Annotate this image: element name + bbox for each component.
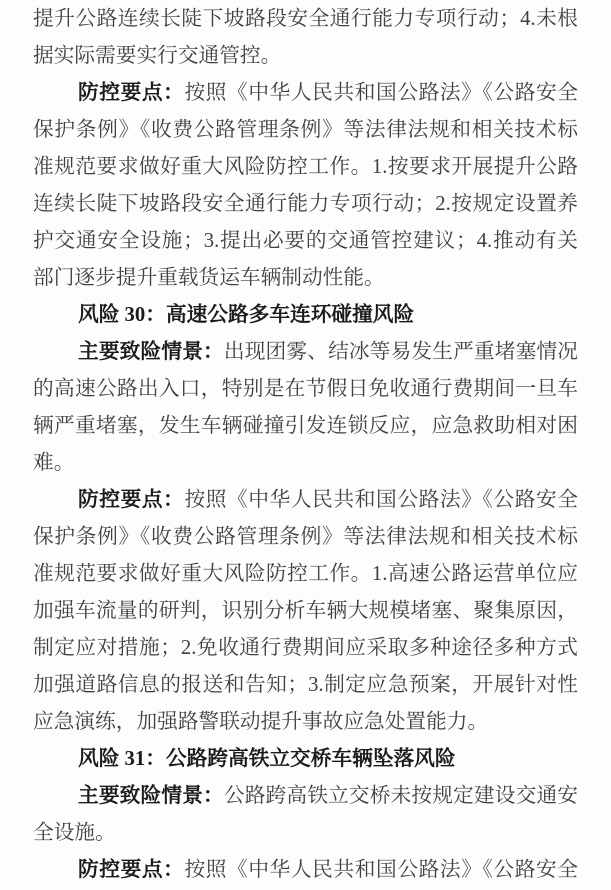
text-line — [33, 593, 578, 630]
text-segment: 按照《中华人民共和国公路法》《公路安全 — [184, 859, 578, 881]
bold-text-segment: 防控要点： — [78, 489, 185, 511]
text-segment: 辆严重堵塞，发生车辆碰撞引发连锁反应，应急救助相对困 — [33, 415, 578, 437]
text-line — [33, 667, 578, 704]
text-segment: 全设施。 — [33, 822, 116, 844]
text-segment: 按照《中华人民共和国公路法》《公路安全 — [184, 489, 578, 511]
text-line — [33, 741, 578, 778]
text-line — [33, 445, 578, 482]
text-segment: 出现团雾、结冰等易发生严重堵塞情况 — [223, 341, 578, 363]
text-line — [33, 630, 578, 667]
text-segment: 准规范要求做好重大风险防控工作。1.高速公路运营单位应 — [33, 563, 578, 585]
bold-text-segment: 主要致险情景： — [78, 341, 224, 363]
text-line — [33, 704, 578, 741]
text-segment: 加强车流量的研判，识别分析车辆大规模堵塞、聚集原因， — [33, 600, 578, 622]
text-line — [33, 408, 578, 445]
text-line — [33, 223, 578, 260]
text-segment: 公路跨高铁立交桥未按规定建设交通安 — [223, 785, 578, 807]
text-line — [33, 186, 578, 223]
text-line — [33, 75, 578, 112]
text-segment: 护交通安全设施；3.提出必要的交通管控建议；4.推动有关 — [33, 230, 578, 252]
bold-text-segment: 主要致险情景： — [78, 785, 224, 807]
text-line — [33, 556, 578, 593]
text-line — [33, 334, 578, 371]
text-line — [33, 38, 578, 75]
text-line — [33, 297, 578, 334]
text-segment: 加强道路信息的报送和告知；3.制定应急预案，开展针对性 — [33, 674, 578, 696]
text-line — [33, 1, 578, 38]
text-segment: 部门逐步提升重载货运车辆制动性能。 — [33, 267, 385, 289]
bold-text-segment: 风险 30：高速公路多车连环碰撞风险 — [78, 304, 415, 326]
text-line — [33, 519, 578, 556]
text-line — [33, 149, 578, 186]
text-segment: 应急演练，加强路警联动提升事故应急处置能力。 — [33, 711, 489, 733]
text-segment: 提升公路连续长陡下坡路段安全通行能力专项行动；4.未根 — [33, 8, 578, 30]
bold-text-segment: 防控要点： — [78, 82, 185, 104]
text-segment: 的高速公路出入口，特别是在节假日免收通行费期间一旦车 — [33, 378, 578, 400]
text-line — [33, 852, 578, 889]
document-text — [33, 1, 578, 889]
text-line — [33, 260, 578, 297]
text-line — [33, 112, 578, 149]
text-segment: 连续长陡下坡路段安全通行能力专项行动；2.按规定设置养 — [33, 193, 578, 215]
text-line — [33, 815, 578, 852]
text-segment: 制定应对措施；2.免收通行费期间应采取多种途径多种方式 — [33, 637, 578, 659]
bold-text-segment: 风险 31：公路跨高铁立交桥车辆坠落风险 — [78, 748, 456, 770]
text-line — [33, 482, 578, 519]
text-line — [33, 778, 578, 815]
text-segment: 难。 — [33, 452, 75, 474]
text-segment: 准规范要求做好重大风险防控工作。1.按要求开展提升公路 — [33, 156, 578, 178]
text-segment: 据实际需要实行交通管控。 — [33, 45, 282, 67]
text-segment: 保护条例》《收费公路管理条例》等法律法规和相关技术标 — [33, 526, 578, 548]
text-segment: 保护条例》《收费公路管理条例》等法律法规和相关技术标 — [33, 119, 578, 141]
bold-text-segment: 防控要点： — [78, 859, 185, 881]
text-line — [33, 371, 578, 408]
text-segment: 按照《中华人民共和国公路法》《公路安全 — [184, 82, 578, 104]
